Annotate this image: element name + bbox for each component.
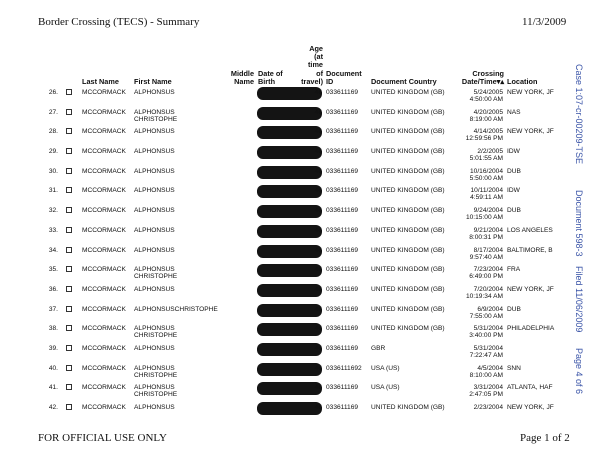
location-cell: BALTIMORE, B — [507, 246, 553, 254]
age-cell: 46 — [314, 167, 322, 175]
table-row — [0, 342, 580, 362]
first-name-cell: ALPHONSUS — [134, 187, 175, 195]
row-select-checkbox[interactable] — [66, 345, 72, 351]
age-cell: 46 — [314, 305, 322, 313]
table-row — [0, 401, 580, 421]
row-select-checkbox[interactable] — [66, 148, 72, 154]
first-name-cell: ALPHONSUS — [134, 108, 175, 116]
crossing-table — [0, 86, 580, 421]
first-name-cell: ALPHONSUS — [134, 148, 175, 156]
document-id-cell: 033611169 — [326, 167, 359, 175]
header-age: Age (at time of travel) — [301, 44, 323, 86]
age-cell: 46 — [314, 266, 322, 274]
location-cell: ATLANTA, HAF — [507, 384, 553, 392]
location-cell: DUB — [507, 207, 521, 215]
footer-page-number: Page 1 of 2 — [520, 432, 570, 444]
row-number: 27. — [48, 108, 58, 116]
header-crossing-datetime[interactable]: Crossing Date/Time▾▴ — [461, 69, 504, 87]
crossing-date-cell: 5/31/2004 — [473, 344, 503, 352]
first-name-cell: ALPHONSUS — [134, 207, 175, 215]
first-name-cell: ALPHONSUS — [134, 266, 175, 274]
last-name-cell: MCCORMACK — [82, 305, 126, 313]
crossing-date-cell: 9/21/2004 — [473, 226, 503, 234]
document-country-cell: GBR — [371, 344, 386, 352]
report-date: 11/3/2009 — [522, 16, 567, 28]
crossing-date-cell: 9/24/2004 — [473, 207, 503, 215]
row-select-checkbox[interactable] — [66, 227, 72, 233]
document-country-cell: UNITED KINGDOM (GB) — [371, 246, 445, 254]
header-document-country: Document Country — [371, 77, 437, 86]
crossing-date-cell: 4/14/2005 — [473, 128, 503, 136]
last-name-cell: MCCORMACK — [82, 128, 126, 136]
header-first-name: First Name — [134, 77, 172, 86]
document-id-cell: 033611169 — [326, 128, 359, 136]
document-id-cell: 033611169 — [326, 187, 359, 195]
location-cell: LOS ANGELES — [507, 226, 553, 234]
stamp-page: Page 4 of 6 — [574, 348, 584, 395]
row-select-checkbox[interactable] — [66, 168, 72, 174]
row-select-checkbox[interactable] — [66, 109, 72, 115]
location-cell: DUB — [507, 305, 521, 313]
document-country-cell: UNITED KINGDOM (GB) — [371, 226, 445, 234]
first-name-cell: ALPHONSUS — [134, 384, 175, 392]
row-number: 33. — [48, 226, 58, 234]
crossing-date-cell: 10/16/2004 — [469, 167, 503, 175]
document-id-cell: 033611169 — [326, 384, 359, 392]
last-name-cell: MCCORMACK — [82, 285, 126, 293]
row-number: 26. — [48, 89, 58, 96]
table-row — [0, 106, 580, 126]
table-row — [0, 283, 580, 303]
table-row — [0, 303, 580, 323]
document-id-cell: 033611169 — [326, 226, 359, 234]
row-select-checkbox[interactable] — [66, 306, 72, 312]
document-id-cell: 033611169 — [326, 108, 359, 116]
crossing-time-cell: 4:59:11 AM — [470, 194, 503, 202]
crossing-time-cell: 2:47:05 PM — [469, 391, 503, 399]
row-select-checkbox[interactable] — [66, 365, 72, 371]
document-country-cell: UNITED KINGDOM (GB) — [371, 148, 445, 156]
table-row — [0, 362, 580, 382]
first-name-cell: ALPHONSUSCHRISTOPHE — [134, 305, 218, 313]
crossing-time-cell: 4:50:00 AM — [469, 96, 503, 103]
last-name-cell: MCCORMACK — [82, 325, 126, 333]
crossing-date-cell: 5/24/2005 — [473, 89, 503, 96]
first-name-cell: ALPHONSUS — [134, 226, 175, 234]
document-id-cell: 033611169 — [326, 285, 359, 293]
document-country-cell: USA (US) — [371, 384, 400, 392]
header-location: Location — [507, 77, 538, 86]
crossing-time-cell: 5:50:00 AM — [469, 174, 503, 182]
crossing-time-cell: 3:40:00 PM — [469, 332, 503, 340]
header-document-id: Document ID — [326, 69, 362, 87]
crossing-time-cell: 8:00:31 PM — [469, 233, 503, 241]
age-cell: 46 — [314, 148, 322, 156]
row-select-checkbox[interactable] — [66, 325, 72, 331]
first-name-cell: ALPHONSUS — [134, 344, 175, 352]
document-country-cell: UNITED KINGDOM (GB) — [371, 167, 445, 175]
age-cell: 46 — [314, 364, 322, 372]
crossing-time-cell: 10:19:34 AM — [465, 292, 503, 300]
row-number: 38. — [48, 325, 58, 333]
age-cell: 46 — [314, 285, 322, 293]
crossing-time-cell: 9:57:40 AM — [469, 253, 503, 261]
table-row — [0, 322, 580, 342]
table-row — [0, 165, 580, 185]
document-id-cell: 033611169 — [326, 305, 359, 313]
crossing-date-cell: 7/23/2004 — [473, 266, 503, 274]
document-id-cell: 033611169 — [326, 404, 359, 411]
location-cell: NEW YORK, JF — [507, 285, 554, 293]
age-cell: 46 — [314, 187, 322, 195]
document-id-cell: 033611169 — [326, 344, 359, 352]
court-filing-stamp — [574, 64, 595, 395]
first-name-cell: ALPHONSUS — [134, 404, 175, 411]
table-row — [0, 125, 580, 145]
location-cell: IDW — [507, 187, 520, 195]
table-row — [0, 381, 580, 401]
header-date-of-birth: Date of Birth — [258, 69, 283, 87]
row-number: 40. — [48, 364, 58, 372]
row-select-checkbox[interactable] — [66, 286, 72, 292]
last-name-cell: MCCORMACK — [82, 344, 126, 352]
document-country-cell: UNITED KINGDOM (GB) — [371, 108, 445, 116]
table-row — [0, 86, 580, 106]
row-number: 36. — [48, 285, 58, 293]
document-country-cell: UNITED KINGDOM (GB) — [371, 187, 445, 195]
document-id-cell: 033611169 — [326, 325, 359, 333]
last-name-cell: MCCORMACK — [82, 108, 126, 116]
last-name-cell: MCCORMACK — [82, 384, 126, 392]
last-name-cell: MCCORMACK — [82, 364, 126, 372]
first-name-cell: ALPHONSUS — [134, 246, 175, 254]
table-row — [0, 204, 580, 224]
last-name-cell: MCCORMACK — [82, 187, 126, 195]
first-name-cont-cell: CHRISTOPHE — [134, 332, 178, 340]
row-number: 39. — [48, 344, 58, 352]
last-name-cell: MCCORMACK — [82, 167, 126, 175]
document-country-cell: USA (US) — [371, 364, 400, 372]
footer-classification: FOR OFFICIAL USE ONLY — [38, 432, 167, 444]
crossing-date-cell: 8/17/2004 — [473, 246, 503, 254]
document-id-cell: 033611169 — [326, 246, 359, 254]
row-number: 41. — [48, 384, 58, 392]
first-name-cont-cell: CHRISTOPHE — [134, 391, 178, 399]
age-cell: 46 — [314, 246, 322, 254]
document-id-cell: 033611169 — [326, 89, 359, 96]
document-country-cell: UNITED KINGDOM (GB) — [371, 266, 445, 274]
row-select-checkbox[interactable] — [66, 128, 72, 134]
location-cell: DUB — [507, 167, 521, 175]
last-name-cell: MCCORMACK — [82, 246, 126, 254]
age-cell: 46 — [314, 384, 322, 392]
row-number: 31. — [48, 187, 58, 195]
age-cell: 46 — [314, 404, 322, 411]
last-name-cell: MCCORMACK — [82, 89, 126, 96]
crossing-time-cell: 5:01:55 AM — [469, 155, 503, 163]
document-country-cell: UNITED KINGDOM (GB) — [371, 128, 445, 136]
row-number: 34. — [48, 246, 58, 254]
location-cell: NEW YORK, JF — [507, 404, 554, 411]
first-name-cont-cell: CHRISTOPHE — [134, 371, 178, 379]
last-name-cell: MCCORMACK — [82, 207, 126, 215]
document-country-cell: UNITED KINGDOM (GB) — [371, 404, 445, 411]
crossing-time-cell: 10:15:00 AM — [465, 214, 503, 222]
crossing-date-cell: 4/20/2005 — [473, 108, 503, 116]
crossing-time-cell: 12:59:56 PM — [465, 135, 503, 143]
document-id-cell: 033611169 — [326, 148, 359, 156]
header-middle-name: Middle Name — [230, 69, 254, 87]
crossing-date-cell: 7/20/2004 — [473, 285, 503, 293]
document-id-cell: 033611169 — [326, 266, 359, 274]
crossing-time-cell: 8:19:00 AM — [469, 115, 503, 123]
last-name-cell: MCCORMACK — [82, 404, 126, 411]
row-select-checkbox[interactable] — [66, 247, 72, 253]
document-country-cell: UNITED KINGDOM (GB) — [371, 89, 445, 96]
table-row — [0, 224, 580, 244]
document-id-cell: 0336111692 — [326, 364, 362, 372]
document-country-cell: UNITED KINGDOM (GB) — [371, 285, 445, 293]
row-number: 30. — [48, 167, 58, 175]
page-title: Border Crossing (TECS) - Summary — [38, 16, 200, 28]
first-name-cont-cell: CHRISTOPHE — [134, 115, 178, 123]
row-select-checkbox[interactable] — [66, 384, 72, 390]
location-cell: NAS — [507, 108, 521, 116]
document-country-cell: UNITED KINGDOM (GB) — [371, 207, 445, 215]
age-cell: 46 — [314, 128, 322, 136]
table-row — [0, 263, 580, 283]
last-name-cell: MCCORMACK — [82, 266, 126, 274]
first-name-cont-cell: CHRISTOPHE — [134, 273, 178, 281]
row-number: 29. — [48, 148, 58, 156]
table-row — [0, 145, 580, 165]
first-name-cell: ALPHONSUS — [134, 285, 175, 293]
location-cell: IDW — [507, 148, 520, 156]
first-name-cell: ALPHONSUS — [134, 89, 175, 96]
first-name-cell: ALPHONSUS — [134, 167, 175, 175]
crossing-date-cell: 3/31/2004 — [473, 384, 503, 392]
row-select-checkbox[interactable] — [66, 207, 72, 213]
document-country-cell: UNITED KINGDOM (GB) — [371, 305, 445, 313]
crossing-time-cell: 7:55:00 AM — [469, 312, 503, 320]
row-select-checkbox[interactable] — [66, 89, 72, 95]
first-name-cell: ALPHONSUS — [134, 364, 175, 372]
row-select-checkbox[interactable] — [66, 187, 72, 193]
age-cell: 46 — [314, 108, 322, 116]
crossing-time-cell: 6:49:00 PM — [469, 273, 503, 281]
stamp-case: Case 1:07-cr-00209-TSE — [574, 64, 584, 165]
age-cell: 46 — [314, 226, 322, 234]
age-cell: 46 — [314, 89, 322, 96]
crossing-date-cell: 2/2/2005 — [477, 148, 503, 156]
crossing-date-cell: 4/5/2004 — [477, 364, 503, 372]
table-row — [0, 244, 580, 264]
row-number: 37. — [48, 305, 58, 313]
crossing-time-cell: 7:22:47 AM — [469, 351, 503, 359]
first-name-cell: ALPHONSUS — [134, 325, 175, 333]
table-row — [0, 184, 580, 204]
header-last-name: Last Name — [82, 77, 119, 86]
crossing-date-cell: 6/9/2004 — [477, 305, 503, 313]
location-cell: SNN — [507, 364, 521, 372]
location-cell: FRA — [507, 266, 521, 274]
last-name-cell: MCCORMACK — [82, 226, 126, 234]
last-name-cell: MCCORMACK — [82, 148, 126, 156]
document-id-cell: 033611169 — [326, 207, 359, 215]
row-number: 28. — [48, 128, 58, 136]
first-name-cell: ALPHONSUS — [134, 128, 175, 136]
crossing-date-cell: 10/11/2004 — [470, 187, 503, 195]
crossing-date-cell: 2/23/2004 — [473, 404, 503, 411]
crossing-date-cell: 5/31/2004 — [473, 325, 503, 333]
document-country-cell: UNITED KINGDOM (GB) — [371, 325, 445, 333]
row-number: 42. — [48, 404, 58, 411]
row-select-checkbox[interactable] — [66, 404, 72, 410]
row-number: 35. — [48, 266, 58, 274]
age-cell: 46 — [314, 325, 322, 333]
location-cell: PHILADELPHIA — [507, 325, 555, 333]
age-cell: 46 — [314, 344, 322, 352]
stamp-filed: Filed 11/06/2009 — [574, 266, 584, 333]
location-cell: NEW YORK, JF — [507, 89, 554, 96]
stamp-document: Document 598-3 — [574, 190, 584, 257]
crossing-time-cell: 8:10:00 AM — [469, 371, 503, 379]
row-number: 32. — [48, 207, 58, 215]
age-cell: 46 — [314, 207, 322, 215]
row-select-checkbox[interactable] — [66, 266, 72, 272]
location-cell: NEW YORK, JF — [507, 128, 554, 136]
